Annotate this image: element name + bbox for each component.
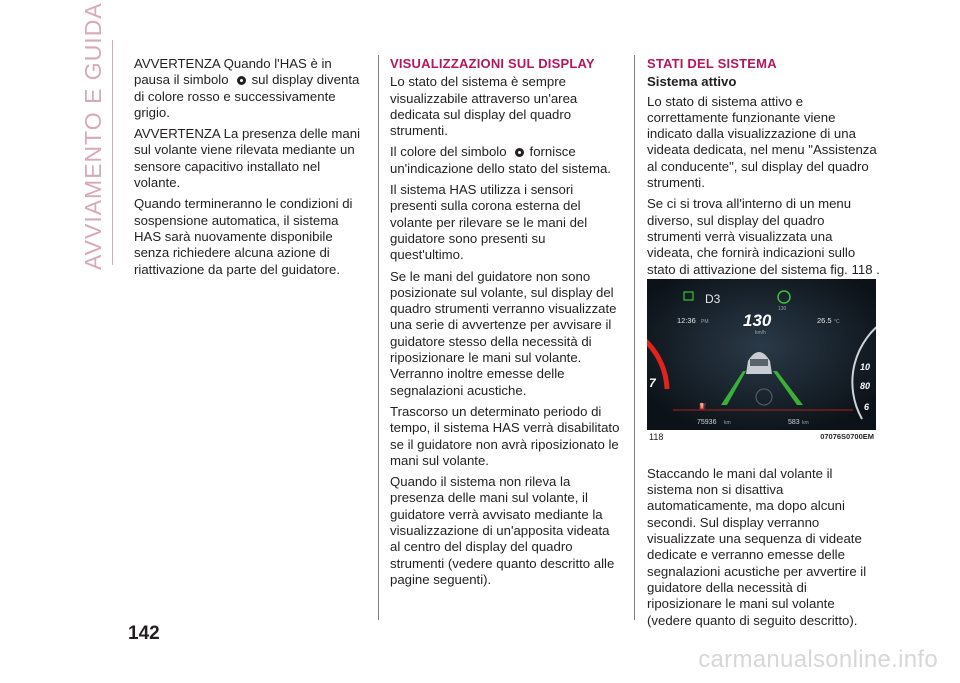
paragraph: Se le mani del guidatore non sono posizionate sul volante, sul display del quadro strumenti verranno visualizzate una serie di avvertenze per avvisare il guidatore stesso della necessità di riposizionare le mani sul volante. Verranno inoltre emesse delle segnalazioni acustiche.	[390, 268, 617, 398]
paragraph: Se ci si trova all'interno di un menu diverso, sul display del quadro strumenti verrà visualizzata una videata, che fornirà indicazioni sullo stato di attivazione del sistema fig. 118 .	[647, 196, 880, 277]
paragraph: Quando termineranno le condizioni di sospensione automatica, il sistema HAS sarà nuovamente disponibile senza richiedere alcuna azione di riattivazione da parte del guidatore.	[134, 196, 353, 277]
watermark: carmanualsonline.info	[698, 646, 938, 673]
range-readout: 583	[788, 419, 800, 426]
has-symbol-icon	[237, 76, 246, 85]
odometer-unit: km	[724, 420, 731, 426]
gauge-left-label: 7	[649, 376, 656, 390]
paragraph: Lo stato del sistema è sempre visualizzabile attraverso un'area dedicata sul display del quadro strumenti.	[390, 74, 578, 139]
subsection-heading: Sistema attivo	[647, 74, 737, 90]
column-1	[134, 56, 366, 283]
chapter-title: AVVIAMENTO E GUIDA	[80, 2, 106, 270]
column-divider	[634, 55, 635, 620]
figure-code: 07076S0700EM	[820, 432, 874, 441]
temperature-unit: °C	[834, 319, 840, 325]
speed-unit: km/h	[755, 330, 766, 336]
gear-indicator: D3	[705, 292, 721, 306]
paragraph: Trascorso un determinato periodo di tempo, il sistema HAS verrà disabilitato se il guidatore non avrà riposizionato le mani sul volante.	[390, 403, 620, 468]
column-divider	[378, 55, 379, 620]
fuel-icon: ⛽	[699, 404, 707, 410]
odometer: 75936	[697, 419, 717, 426]
paragraph: Staccando le mani dal volante il sistema non si disattiva automaticamente, ma dopo alcuni secondi. Sul display verranno visualizzate una sequenza di videate dedicate e verranno emesse delle segnalazioni acustiche per avvertire il guidatore della necessità di riposizionare le mani sul volante (vedere quanto di seguito descritto).	[647, 465, 867, 628]
clock: 12:36	[677, 316, 696, 325]
section-heading: VISUALIZZAZIONI SUL DISPLAY	[390, 56, 595, 71]
range-unit: km	[802, 420, 809, 426]
column-2	[390, 56, 622, 593]
speed-limit-small: 130	[778, 306, 787, 312]
clock-suffix: PM	[701, 319, 709, 325]
has-symbol-icon	[515, 148, 524, 157]
chapter-rule	[112, 40, 113, 265]
gauge-right-label: 80	[860, 381, 871, 391]
figure-number: 118	[649, 432, 664, 442]
outside-temperature: 26.5	[817, 316, 832, 325]
paragraph: Il sistema HAS utilizza i sensori presenti sulla corona esterna del volante per rilevare se le mani del guidatore sono presenti su quest'ultimo.	[390, 182, 588, 263]
paragraph: Il colore del simbolo fornisce un'indicazione dello stato del sistema.	[390, 144, 611, 176]
warning-paragraph-1: AVVERTENZA Quando l'HAS è in pausa il simbolo sul display diventa di colore rosso e successivamente grigio.	[134, 56, 360, 120]
speed-readout: 130	[743, 311, 772, 330]
warning-paragraph-2: AVVERTENZA La presenza delle mani sul volante viene rilevata mediante un sensore capacitivo installato nel volante.	[134, 126, 361, 191]
gauge-right-label: 10	[860, 362, 871, 372]
paragraph: Quando il sistema non rileva la presenza delle mani sul volante, il guidatore verrà avvisato mediante la visualizzazione di un'apposita videata al centro del display del quadro strumenti (vedere quanto descritto alle pagine seguenti).	[390, 474, 615, 587]
section-heading: STATI DEL SISTEMA	[647, 56, 777, 71]
paragraph: Lo stato di sistema attivo e correttamente funzionante viene indicato dalla visualizzazione di una videata dedicata, nel menu "Assistenza al conducente", sul display del quadro strumenti.	[647, 93, 877, 191]
page-number: 142	[128, 623, 160, 644]
instrument-cluster-figure	[647, 279, 876, 430]
gauge-right-label: 6	[864, 402, 870, 412]
